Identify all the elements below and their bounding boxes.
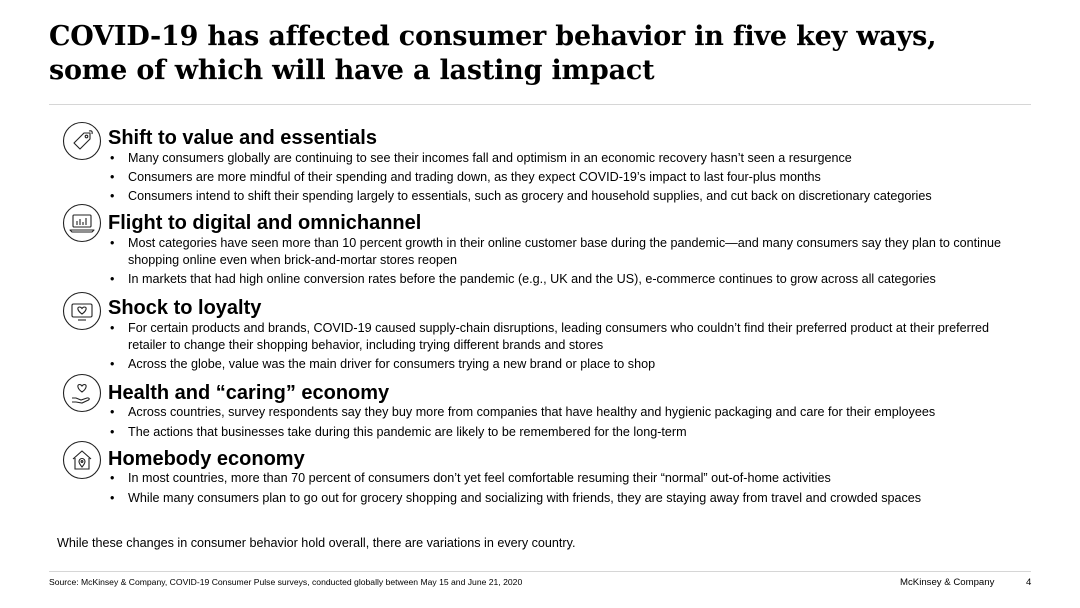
section-heading-homebody: Homebody economy bbox=[108, 448, 305, 470]
section-heading-health: Health and “caring” economy bbox=[108, 382, 390, 404]
home-location-icon bbox=[62, 440, 102, 480]
bullet-item: • Many consumers globally are continuing to see their incomes fall and optimism in an economic recovery hasn’t seen a resurgence bbox=[110, 150, 1010, 167]
title-line-2: some of which will have a lasting impact bbox=[49, 55, 655, 86]
bullet-item: • Most categories have seen more than 10 percent growth in their online customer base during the pandemic—and many consumers say they plan to continue shopping online even when brick-and-mortar stores reopen bbox=[110, 235, 1010, 268]
title-line-1: COVID-19 has affected consumer behavior in five key ways, bbox=[49, 21, 937, 52]
title-divider bbox=[49, 104, 1031, 105]
laptop-chart-icon bbox=[62, 203, 102, 243]
section-heading-loyalty: Shock to loyalty bbox=[108, 297, 262, 319]
footer-divider bbox=[49, 571, 1031, 572]
slide-title bbox=[49, 20, 1009, 88]
heart-screen-icon bbox=[62, 291, 102, 331]
source-note: Source: McKinsey & Company, COVID-19 Consumer Pulse surveys, conducted globally between May 15 and June 21, 2020 bbox=[49, 577, 523, 587]
bullet-item: • The actions that businesses take during this pandemic are likely to be remembered for the long-term bbox=[110, 424, 1010, 441]
bullet-item: • While many consumers plan to go out for grocery shopping and socializing with friends, they are staying away from travel and crowded spaces bbox=[110, 490, 1010, 507]
closing-note: While these changes in consumer behavior hold overall, there are variations in every country. bbox=[57, 536, 576, 550]
bullet-item: • In most countries, more than 70 percent of consumers don’t yet feel comfortable resuming their “normal” out-of-home activities bbox=[110, 470, 1010, 487]
bullet-item: • In markets that had high online conversion rates before the pandemic (e.g., UK and the US), e-commerce continues to grow across all categories bbox=[110, 271, 1010, 288]
bullet-item: • Across the globe, value was the main driver for consumers trying a new brand or place to shop bbox=[110, 356, 1010, 373]
bullet-item: • Consumers intend to shift their spending largely to essentials, such as grocery and household supplies, and cut back on discretionary categories bbox=[110, 188, 1010, 205]
price-tag-icon bbox=[62, 121, 102, 161]
bullet-item: • For certain products and brands, COVID-19 caused supply-chain disruptions, leading consumers who couldn’t find their preferred product at their preferred retailer to change their shopping behavior, including trying different brands and stores bbox=[110, 320, 1010, 353]
bullet-item: • Across countries, survey respondents say they buy more from companies that have healthy and hygienic packaging and care for their employees bbox=[110, 404, 1010, 421]
caring-hand-icon bbox=[62, 373, 102, 413]
section-heading-digital: Flight to digital and omnichannel bbox=[108, 212, 422, 234]
brand-name: McKinsey & Company bbox=[900, 577, 995, 588]
bullet-item: • Consumers are more mindful of their spending and trading down, as they expect COVID-19’s impact to last four-plus months bbox=[110, 169, 1010, 186]
section-heading-value: Shift to value and essentials bbox=[108, 127, 377, 149]
page-number: 4 bbox=[1026, 577, 1032, 588]
